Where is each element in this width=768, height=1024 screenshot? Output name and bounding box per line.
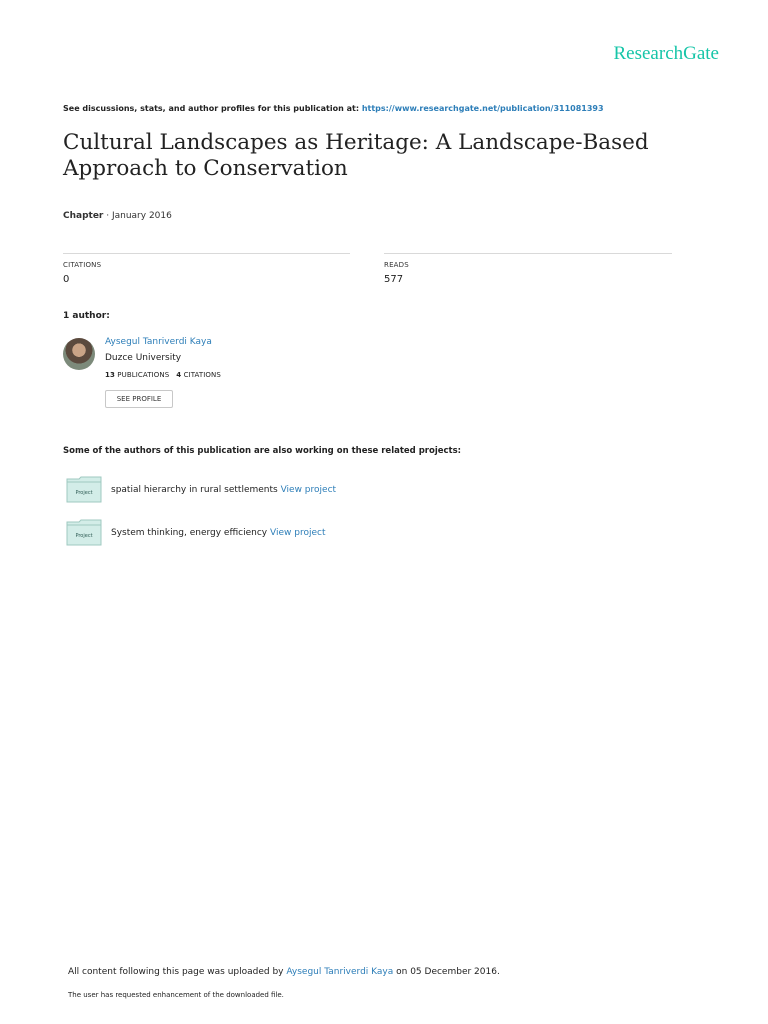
upload-prefix: All content following this page was uploaded by — [68, 967, 287, 977]
publication-type: Chapter — [63, 211, 104, 221]
publication-title: Cultural Landscapes as Heritage: A Landscape-Based Approach to Conservation — [63, 130, 649, 181]
related-project-item — [111, 485, 336, 495]
author-institution: Duzce University — [105, 353, 182, 363]
publication-date: · January 2016 — [103, 211, 172, 221]
reads-value: 577 — [384, 274, 404, 285]
project-name: spatial hierarchy in rural settlements — [111, 485, 278, 495]
uploader-link[interactable]: Aysegul Tanriverdi Kaya — [286, 967, 394, 977]
author-name-link[interactable]: Aysegul Tanriverdi Kaya — [105, 337, 212, 347]
related-projects-header: Some of the authors of this publication are also working on these related projects: — [63, 446, 462, 456]
publication-url-link[interactable]: https://www.researchgate.net/publication/311081393 — [361, 104, 604, 113]
view-project-link[interactable]: View project — [280, 485, 337, 495]
discussions-notice — [63, 104, 604, 113]
related-project-item — [111, 528, 325, 538]
citations-value: 0 — [63, 274, 70, 285]
author-citations-label: CITATIONS — [183, 371, 221, 379]
author-citations-count: 4 — [176, 371, 182, 379]
upload-suffix: on 05 December 2016. — [393, 967, 500, 977]
enhancement-note: The user has requested enhancement of the downloaded file. — [68, 991, 284, 999]
reads-divider — [384, 253, 672, 254]
citations-divider — [63, 253, 350, 254]
publication-meta — [63, 211, 172, 221]
project-icon-label: Project — [75, 490, 93, 496]
authors-header: 1 author: — [63, 311, 110, 321]
researchgate-logo[interactable]: ResearchGate — [613, 43, 719, 64]
author-publications-label: PUBLICATIONS — [117, 371, 170, 379]
view-project-link[interactable]: View project — [270, 528, 326, 538]
discussions-text: See discussions, stats, and author profiles for this publication at: — [63, 104, 362, 113]
reads-label: READS — [384, 261, 409, 269]
project-name: System thinking, energy efficiency — [111, 528, 268, 538]
author-stats — [105, 371, 221, 379]
project-folder-icon — [66, 476, 102, 503]
upload-notice — [68, 967, 500, 977]
see-profile-button[interactable]: SEE PROFILE — [105, 390, 173, 408]
citations-label: CITATIONS — [63, 261, 102, 269]
author-publications-count: 13 — [105, 371, 115, 379]
project-icon-label: Project — [75, 533, 93, 539]
project-folder-icon — [66, 519, 102, 546]
author-avatar[interactable] — [63, 338, 95, 370]
